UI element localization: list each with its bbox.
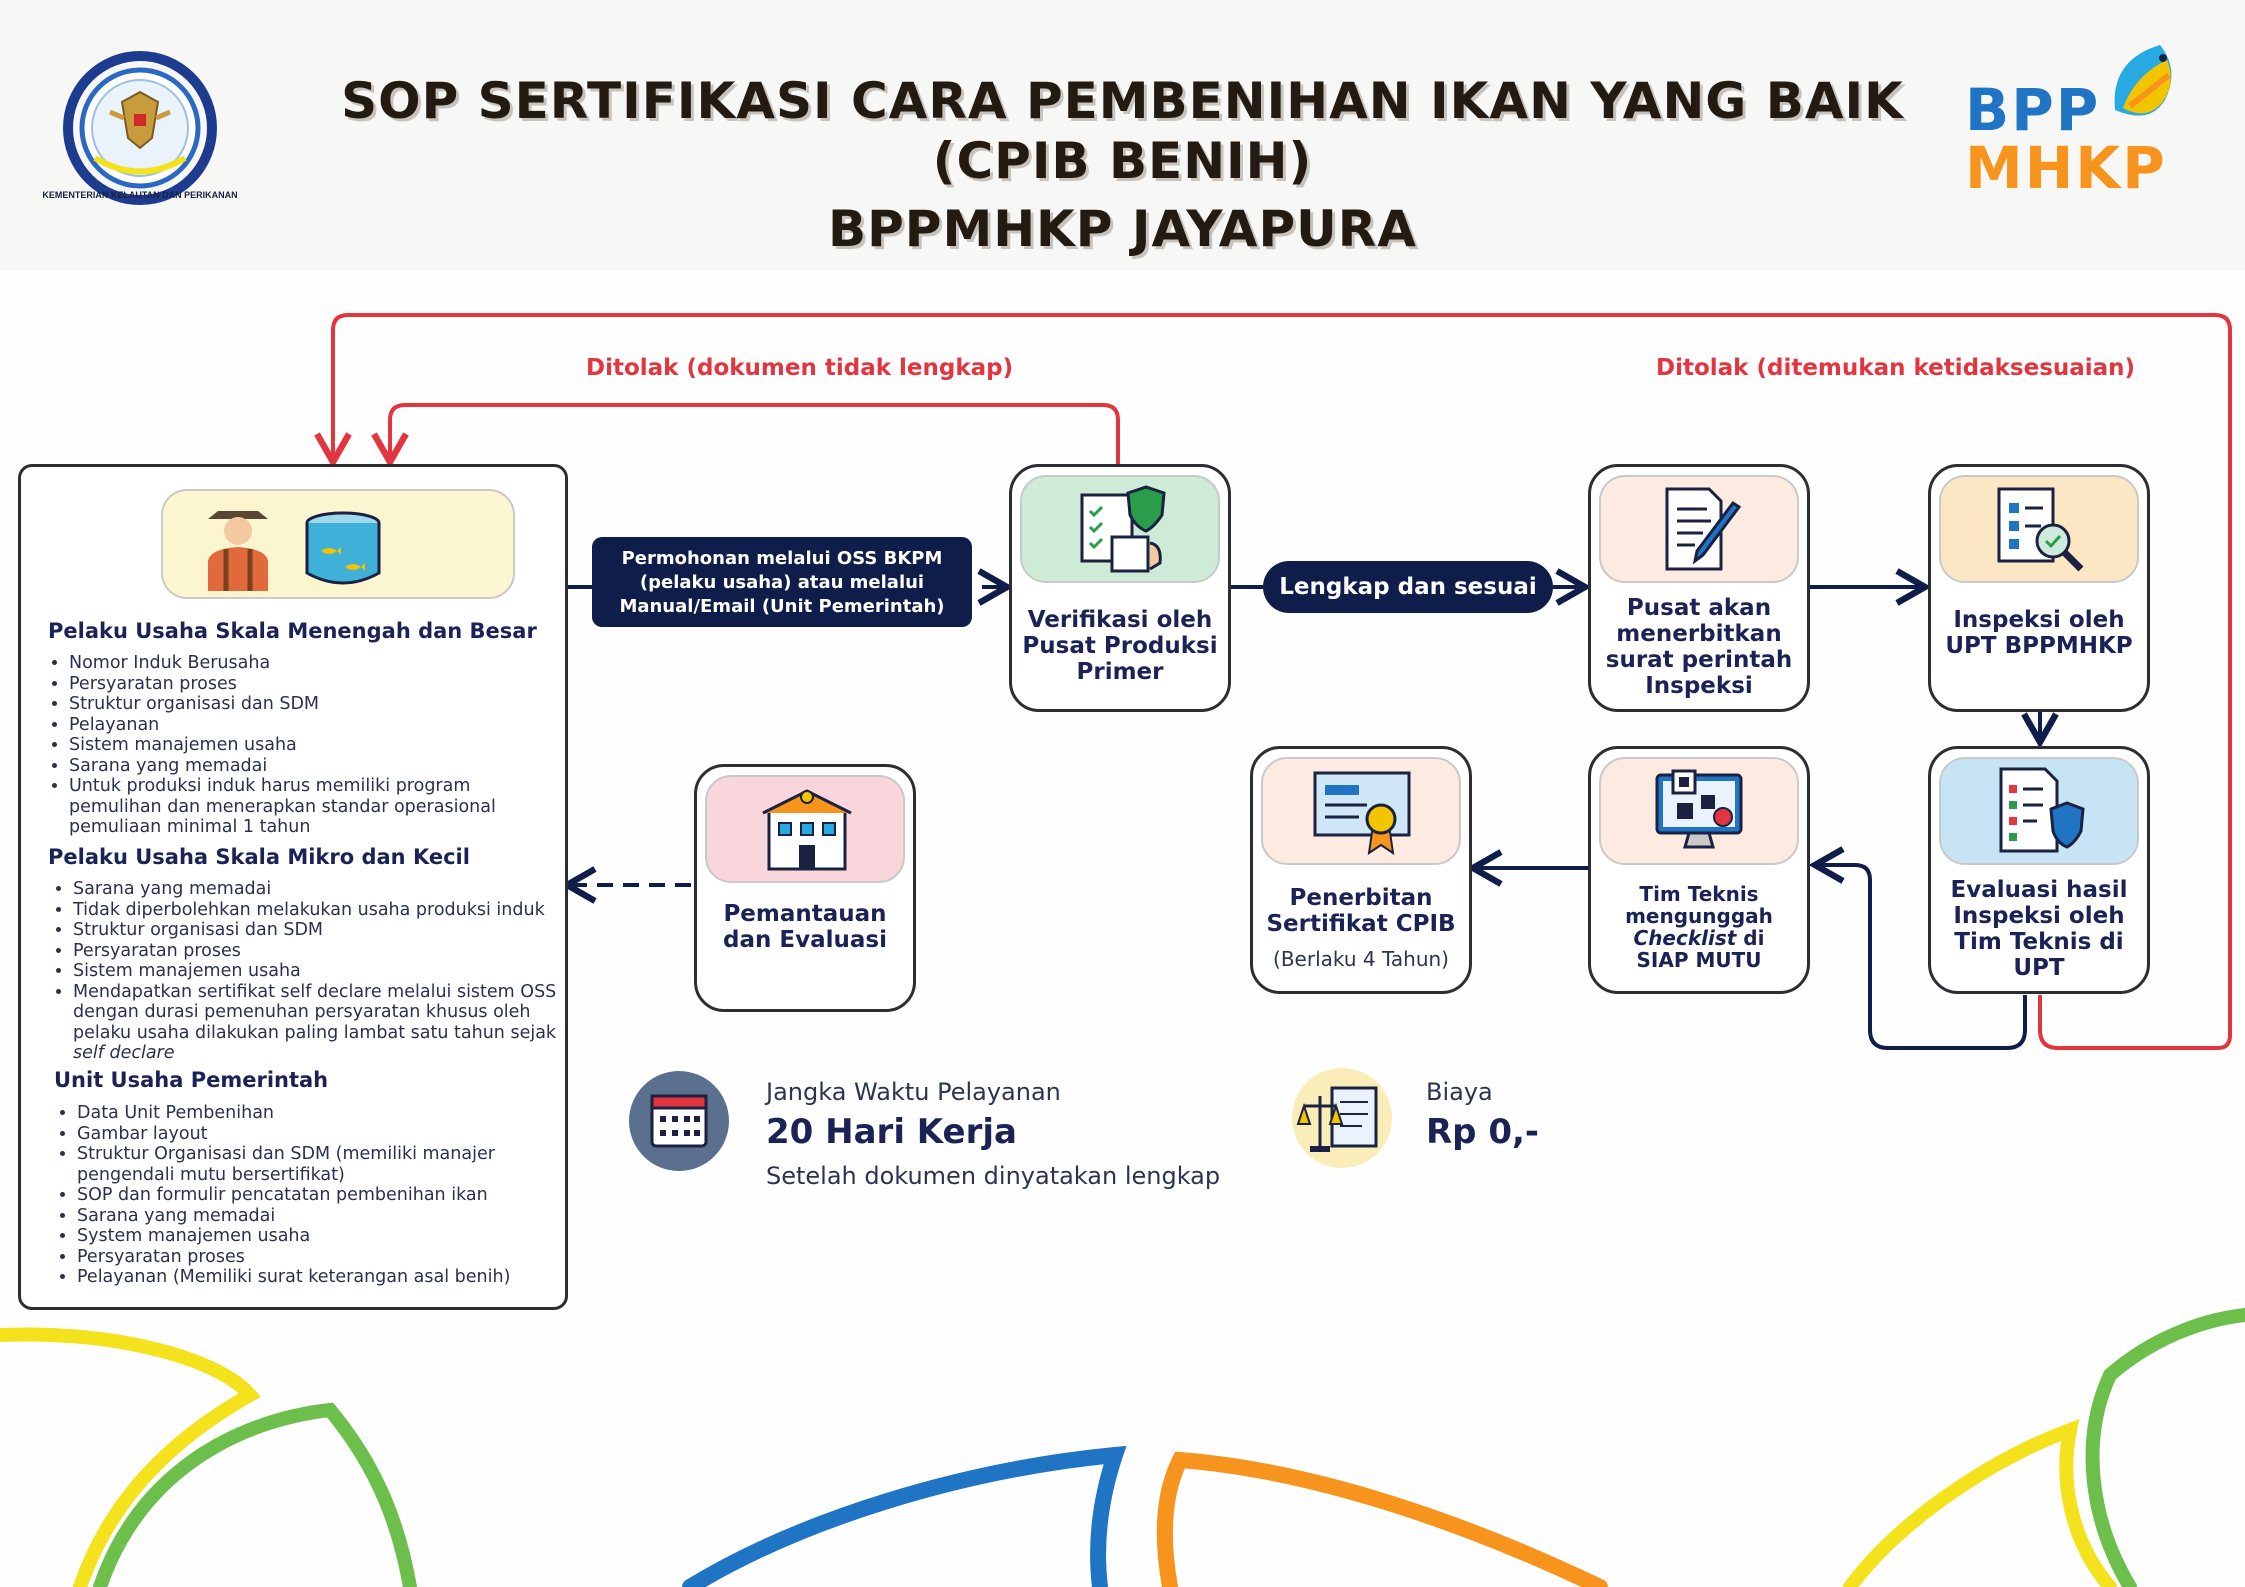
- calendar-icon: [628, 1070, 730, 1172]
- document-pen-icon: [1655, 483, 1745, 575]
- cost-block: [1290, 1066, 1610, 1176]
- title-line-3: BPPMHKP JAYAPURA: [828, 200, 1417, 258]
- list-item: • Sarana yang memadai: [73, 879, 561, 900]
- checklist-shield-icon: [1070, 483, 1170, 575]
- certificate-label: Penerbitan Sertifikat CPIB: [1266, 885, 1456, 937]
- upload-label-part-3: di: [1743, 926, 1765, 950]
- list-item: • Persyaratan proses: [69, 674, 539, 695]
- checklist-shield-blue-icon: [1991, 765, 2091, 857]
- complete-pill: Lengkap dan sesuai: [1263, 561, 1553, 613]
- node-evaluation: [1928, 746, 2150, 994]
- fish-tank-icon: [303, 511, 383, 587]
- upload-label-part-4: SIAP MUTU: [1636, 948, 1762, 972]
- inspection-label: Inspeksi oleh UPT BPPMHKP: [1945, 607, 2133, 659]
- monitoring-icon-bg: [705, 775, 905, 883]
- government-unit-list: [59, 1103, 545, 1288]
- verification-label: Verifikasi oleh Pusat Produksi Primer: [1022, 607, 1218, 685]
- list-item: • Pelayanan: [69, 715, 539, 736]
- upload-label: [1601, 883, 1797, 971]
- list-item: • Sistem manajemen usaha: [73, 961, 561, 982]
- list-item: • Gambar layout: [77, 1124, 545, 1145]
- list-item: • Nomor Induk Berusaha: [69, 653, 539, 674]
- cost-value: Rp 0,-: [1426, 1112, 1540, 1152]
- certificate-validity: (Berlaku 4 Tahun): [1273, 947, 1449, 971]
- requirements-illustration: [161, 489, 515, 599]
- service-time-note: Setelah dokumen dinyatakan lengkap: [766, 1162, 1221, 1190]
- node-inspection-order: [1588, 464, 1810, 712]
- list-item: • Struktur organisasi dan SDM: [73, 920, 561, 941]
- requirements-card: [18, 464, 568, 1310]
- certificate-icon-bg: [1261, 757, 1461, 865]
- order-icon-bg: [1599, 475, 1799, 583]
- list-item: • Data Unit Pembenihan: [77, 1103, 545, 1124]
- node-inspection: [1928, 464, 2150, 712]
- title-line-1: SOP SERTIFIKASI CARA PEMBENIHAN IKAN YANG BAIK: [341, 72, 1904, 130]
- list-item: • Struktur Organisasi dan SDM (memiliki manajer pengendali mutu bersertifikat): [77, 1144, 545, 1185]
- list-item: • Struktur organisasi dan SDM: [69, 694, 539, 715]
- service-time-value: 20 Hari Kerja: [766, 1112, 1017, 1152]
- label-rejected-docs: Ditolak (dokumen tidak lengkap): [586, 355, 1014, 381]
- list-item: • Persyaratan proses: [77, 1247, 545, 1268]
- order-label: Pusat akan menerbitkan surat perintah Inspeksi: [1605, 595, 1793, 699]
- upload-icon-bg: [1599, 757, 1799, 865]
- building-icon: [759, 783, 855, 875]
- list-item: • Untuk produksi induk harus memiliki program pemulihan dan menerapkan standar operasional pemuliaan minimal 1 tahun: [69, 776, 539, 838]
- evaluation-icon-bg: [1939, 757, 2139, 865]
- node-monitoring: [694, 764, 916, 1012]
- decorative-curves: [0, 1315, 2245, 1587]
- list-item: [73, 982, 561, 1064]
- inspection-magnifier-icon: [1991, 483, 2091, 575]
- evaluation-label: Evaluasi hasil Inspeksi oleh Tim Teknis di UPT: [1950, 877, 2128, 981]
- farmer-icon: [198, 499, 278, 591]
- kkp-logo-text: KEMENTERIAN KELAUTAN DAN PERIKANAN: [42, 190, 238, 200]
- large-business-list: [51, 653, 539, 838]
- node-upload-checklist: [1588, 746, 1810, 994]
- large-business-title: Pelaku Usaha Skala Menengah dan Besar: [48, 619, 537, 643]
- monitor-qr-icon: [1651, 765, 1751, 857]
- loop-rejected-docs: [390, 405, 1118, 466]
- service-time-label: Jangka Waktu Pelayanan: [766, 1078, 1061, 1106]
- list-item: • Sarana yang memadai: [77, 1206, 545, 1227]
- list-item: • Sarana yang memadai: [69, 756, 539, 777]
- node-certificate: [1250, 746, 1472, 994]
- kkp-emblem-icon: [40, 40, 240, 215]
- certificate-icon: [1311, 767, 1415, 857]
- micro-business-title: Pelaku Usaha Skala Mikro dan Kecil: [48, 845, 470, 869]
- list-item: • System manajemen usaha: [77, 1226, 545, 1247]
- verification-icon-bg: [1020, 475, 1220, 583]
- list-item: • Sistem manajemen usaha: [69, 735, 539, 756]
- micro-business-list: [55, 879, 561, 1064]
- title-line-2: (CPIB BENIH): [932, 132, 1313, 190]
- node-verification: [1009, 464, 1231, 712]
- kkp-logo: [40, 40, 240, 215]
- scale-document-icon: [1290, 1066, 1394, 1170]
- list-item: • Persyaratan proses: [73, 941, 561, 962]
- government-unit-title: Unit Usaha Pemerintah: [54, 1068, 329, 1092]
- upload-label-part-1: Tim Teknis mengunggah: [1625, 882, 1773, 928]
- bppmhkp-logo: [1965, 40, 2205, 202]
- bppmhkp-logo-line-1: BPP: [1965, 76, 2101, 144]
- inspection-icon-bg: [1939, 475, 2139, 583]
- list-item-italic: self declare: [73, 1043, 175, 1063]
- apply-pill: Permohonan melalui OSS BKPM (pelaku usaha) atau melalui Manual/Email (Unit Pemerintah): [592, 537, 972, 627]
- upload-label-checklist: Checklist: [1633, 926, 1737, 950]
- monitoring-label: Pemantauan dan Evaluasi: [723, 901, 887, 953]
- list-item-text: Mendapatkan sertifikat self declare melalui sistem OSS dengan durasi pemenuhan persyaratan khusus oleh pelaku usaha dilakukan paling lambat satu tahun sejak: [73, 981, 557, 1043]
- list-item: • SOP dan formulir pencatatan pembenihan ikan: [77, 1185, 545, 1206]
- list-item: • Pelayanan (Memiliki surat keterangan asal benih): [77, 1267, 545, 1288]
- list-item: • Tidak diperbolehkan melakukan usaha produksi induk: [73, 900, 561, 921]
- fish-logo-icon: [2105, 40, 2183, 135]
- cost-label: Biaya: [1426, 1078, 1493, 1106]
- service-time-block: [624, 1066, 1264, 1196]
- label-rejected-nonconformity: Ditolak (ditemukan ketidaksesuaian): [1656, 355, 2136, 381]
- bppmhkp-logo-line-2: MHKP: [1965, 134, 2167, 202]
